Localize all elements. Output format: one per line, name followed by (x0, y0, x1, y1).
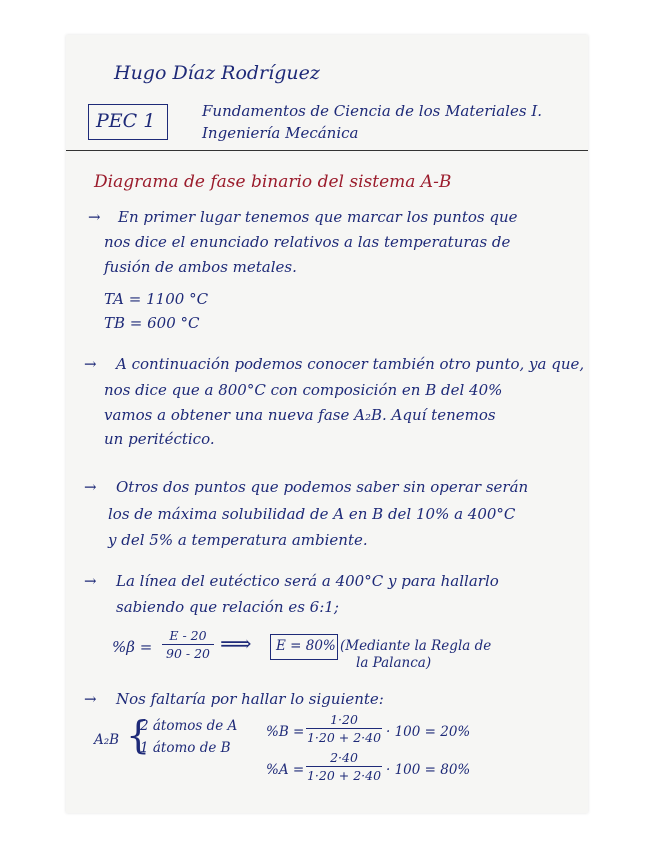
compound-a2b: A₂B (94, 732, 120, 748)
arrow-1: → (88, 208, 101, 226)
brace-icon: { (126, 713, 151, 757)
lever-note-2: la Palanca) (356, 655, 432, 671)
s2-line3: vamos a obtener una nueva fase A₂B. Aquí tenemos (104, 406, 496, 424)
author-name: Hugo Díaz Rodríguez (114, 62, 320, 84)
s5-line1: Nos faltaría por hallar lo siguiente: (116, 690, 384, 708)
s4-line1: La línea del eutéctico será a 400°C y para hallarlo (116, 572, 499, 590)
beta-lhs: %β = (112, 638, 153, 656)
implies-arrow: ⟹ (220, 632, 252, 657)
percent-a-denominator: 1·20 + 2·40 (306, 768, 382, 783)
percent-b-lhs: %B = (266, 724, 305, 740)
s2-line2: nos dice que a 800°C con composición en B del 40% (104, 381, 503, 399)
header-divider (66, 150, 588, 151)
arrow-4: → (84, 572, 97, 590)
fraction-bar (306, 766, 382, 767)
percent-a-numerator: 2·40 (330, 750, 358, 765)
temp-b: TB = 600 °C (104, 314, 200, 332)
percent-a-fraction (306, 750, 382, 783)
section-title: Diagrama de fase binario del sistema A-B (94, 172, 452, 192)
s3-line2: los de máxima solubilidad de A en B del 10% a 400°C (108, 505, 516, 523)
s3-line1: Otros dos puntos que podemos saber sin operar serán (116, 478, 529, 496)
percent-b-fraction (306, 712, 382, 745)
arrow-2: → (84, 355, 97, 373)
s1-line2: nos dice el enunciado relativos a las temperaturas de (104, 233, 511, 251)
percent-b-numerator: 1·20 (330, 712, 358, 727)
s1-line3: fusión de ambos metales. (104, 258, 297, 276)
degree-title: Ingeniería Mecánica (202, 124, 359, 142)
s3-line3: y del 5% a temperatura ambiente. (108, 531, 368, 549)
arrow-5: → (84, 690, 97, 708)
beta-fraction (162, 628, 214, 661)
fraction-bar (162, 644, 214, 645)
s4-line2: sabiendo que relación es 6:1; (116, 598, 339, 616)
s2-line1: A continuación podemos conocer también otro punto, ya que, (116, 355, 585, 373)
pec-code: PEC 1 (96, 110, 156, 132)
s2-line4: un peritéctico. (104, 430, 215, 448)
temp-a: TA = 1100 °C (104, 290, 209, 308)
percent-b-result: · 100 = 20% (386, 724, 471, 740)
atoms-b: 1 átomo de B (140, 740, 231, 756)
result-e: E = 80% (276, 638, 336, 654)
percent-a-result: · 100 = 80% (386, 762, 471, 778)
percent-b-denominator: 1·20 + 2·40 (306, 730, 382, 745)
s1-line1: En primer lugar tenemos que marcar los puntos que (118, 208, 518, 226)
percent-a-lhs: %A = (266, 762, 305, 778)
atoms-a: 2 átomos de A (140, 718, 238, 734)
beta-numerator: E - 20 (169, 628, 207, 643)
lever-note-1: (Mediante la Regla de (340, 638, 492, 654)
arrow-3: → (84, 478, 97, 496)
fraction-bar (306, 728, 382, 729)
course-title: Fundamentos de Ciencia de los Materiales I. (202, 102, 543, 120)
beta-denominator: 90 - 20 (166, 646, 210, 661)
